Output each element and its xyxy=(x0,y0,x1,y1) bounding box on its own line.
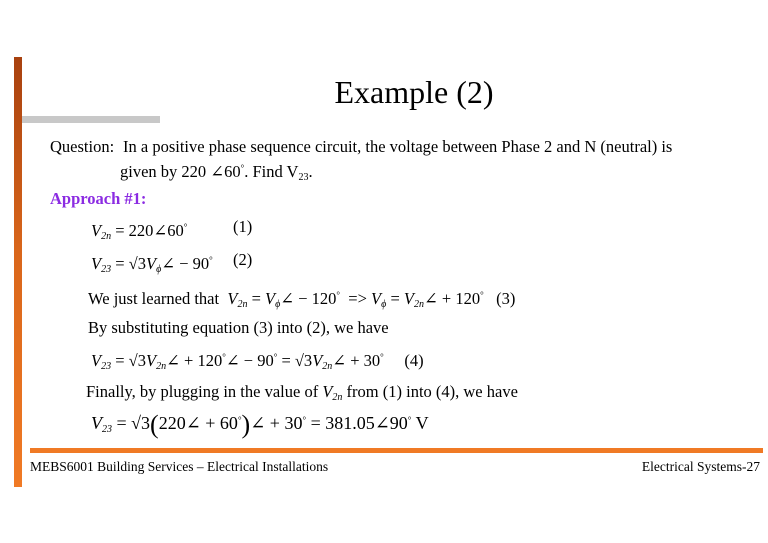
equation-4: $V_{23}$ = $√3V_{2n}\angle$ + 120°∠ − $90^\circ = √3V_{2n}\angle + 30^\circ$ (4) xyxy=(91,351,424,372)
equation-2-number: (2) xyxy=(233,250,253,269)
slide-title: Example (2) xyxy=(334,74,494,110)
question-line-2: given by 220 ∠60°. Find $V_{23}$. xyxy=(120,162,313,183)
finally-line: Finally, by plugging in the value of $V_{2n}$ from (1) into (4), we have xyxy=(86,382,518,403)
question-label: Question: xyxy=(50,137,115,156)
question-line-1: In a positive phase sequence circuit, the voltage between Phase 2 and N (neutral) is xyxy=(123,137,673,156)
learned-line: We just learned that $V_{2n}$ = $V_\phi\angle - 120^\circ => V_\phi$ = $V_{2n}\angle + 120^\circ$ (3) xyxy=(88,289,516,310)
equation-1: $V_{2n}$ = 220∠60° xyxy=(91,221,188,242)
substituting-line: By substituting equation (3) into (2), we have xyxy=(88,318,389,337)
footer-page: Electrical Systems-27 xyxy=(641,459,760,474)
equation-1-number: (1) xyxy=(233,217,253,236)
title-divider-bar xyxy=(22,116,160,123)
equation-5: $V_{23}$ = √3(220∠ + 60°)∠ + 30° = 381.05∠90° V xyxy=(91,410,429,439)
left-accent-bar xyxy=(14,57,22,487)
approach-heading: Approach #1: xyxy=(50,189,147,208)
footer-divider-bar xyxy=(30,448,763,453)
footer-course: MEBS6001 Building Services – Electrical Installations xyxy=(30,459,329,474)
equation-2: $V_{23}$ = $√3V_\phi\angle - 90^\circ$ xyxy=(91,254,213,275)
